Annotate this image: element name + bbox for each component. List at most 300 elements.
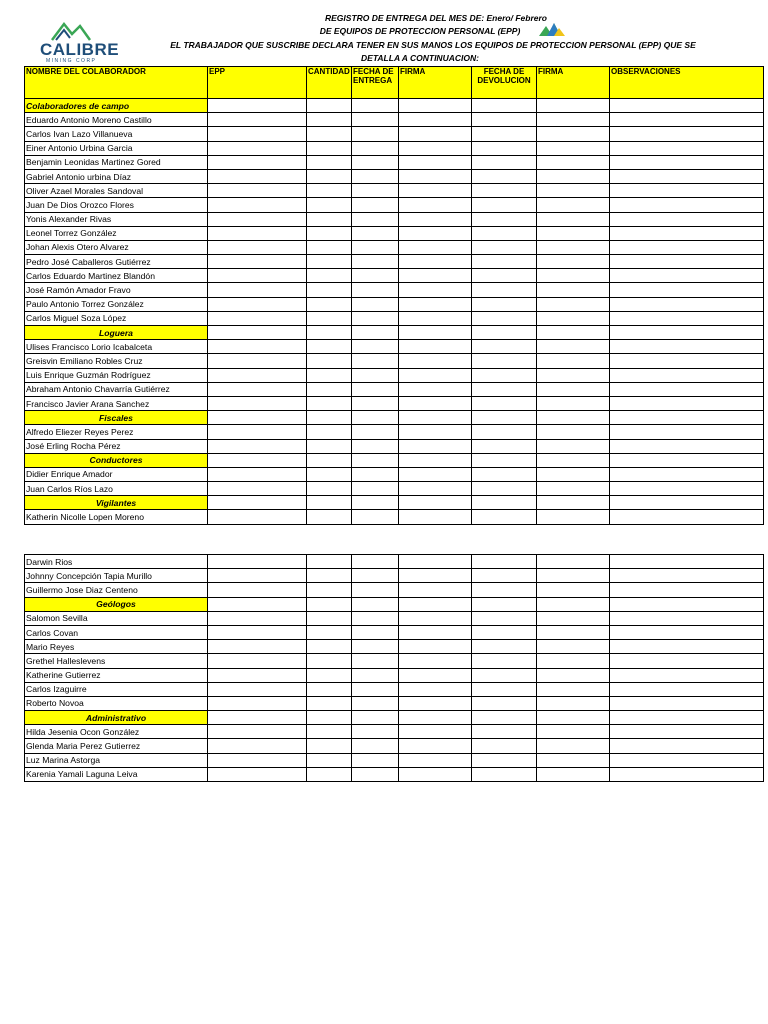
fecha-devolucion-cell[interactable] <box>472 141 537 155</box>
firma-2-cell[interactable] <box>537 767 610 781</box>
fecha-devolucion-cell[interactable] <box>472 453 537 467</box>
firma-cell[interactable] <box>399 184 472 198</box>
epp-cell[interactable] <box>208 169 307 183</box>
firma-2-cell[interactable] <box>537 439 610 453</box>
fecha-entrega-cell[interactable] <box>352 496 399 510</box>
observaciones-cell[interactable] <box>610 453 764 467</box>
cantidad-cell[interactable] <box>307 625 352 639</box>
epp-cell[interactable] <box>208 226 307 240</box>
cantidad-cell[interactable] <box>307 482 352 496</box>
fecha-entrega-cell[interactable] <box>352 569 399 583</box>
fecha-devolucion-cell[interactable] <box>472 425 537 439</box>
epp-cell[interactable] <box>208 155 307 169</box>
epp-cell[interactable] <box>208 597 307 611</box>
fecha-entrega-cell[interactable] <box>352 453 399 467</box>
fecha-devolucion-cell[interactable] <box>472 297 537 311</box>
cantidad-cell[interactable] <box>307 583 352 597</box>
firma-2-cell[interactable] <box>537 368 610 382</box>
observaciones-cell[interactable] <box>610 767 764 781</box>
firma-cell[interactable] <box>399 269 472 283</box>
fecha-entrega-cell[interactable] <box>352 696 399 710</box>
firma-2-cell[interactable] <box>537 482 610 496</box>
firma-cell[interactable] <box>399 555 472 569</box>
firma-2-cell[interactable] <box>537 269 610 283</box>
firma-2-cell[interactable] <box>537 611 610 625</box>
firma-2-cell[interactable] <box>537 226 610 240</box>
observaciones-cell[interactable] <box>610 226 764 240</box>
cantidad-cell[interactable] <box>307 611 352 625</box>
firma-cell[interactable] <box>399 198 472 212</box>
firma-cell[interactable] <box>399 113 472 127</box>
cantidad-cell[interactable] <box>307 640 352 654</box>
firma-cell[interactable] <box>399 99 472 113</box>
firma-cell[interactable] <box>399 141 472 155</box>
firma-2-cell[interactable] <box>537 725 610 739</box>
observaciones-cell[interactable] <box>610 654 764 668</box>
firma-2-cell[interactable] <box>537 141 610 155</box>
firma-2-cell[interactable] <box>537 668 610 682</box>
fecha-entrega-cell[interactable] <box>352 711 399 725</box>
fecha-entrega-cell[interactable] <box>352 297 399 311</box>
cantidad-cell[interactable] <box>307 739 352 753</box>
observaciones-cell[interactable] <box>610 198 764 212</box>
firma-2-cell[interactable] <box>537 155 610 169</box>
epp-cell[interactable] <box>208 439 307 453</box>
fecha-entrega-cell[interactable] <box>352 467 399 481</box>
epp-cell[interactable] <box>208 255 307 269</box>
fecha-entrega-cell[interactable] <box>352 226 399 240</box>
cantidad-cell[interactable] <box>307 496 352 510</box>
firma-cell[interactable] <box>399 467 472 481</box>
firma-cell[interactable] <box>399 711 472 725</box>
cantidad-cell[interactable] <box>307 255 352 269</box>
observaciones-cell[interactable] <box>610 725 764 739</box>
epp-cell[interactable] <box>208 753 307 767</box>
fecha-devolucion-cell[interactable] <box>472 184 537 198</box>
firma-cell[interactable] <box>399 482 472 496</box>
observaciones-cell[interactable] <box>610 354 764 368</box>
observaciones-cell[interactable] <box>610 668 764 682</box>
epp-cell[interactable] <box>208 583 307 597</box>
firma-2-cell[interactable] <box>537 496 610 510</box>
observaciones-cell[interactable] <box>610 439 764 453</box>
fecha-entrega-cell[interactable] <box>352 753 399 767</box>
fecha-entrega-cell[interactable] <box>352 555 399 569</box>
fecha-entrega-cell[interactable] <box>352 682 399 696</box>
epp-cell[interactable] <box>208 510 307 524</box>
firma-cell[interactable] <box>399 583 472 597</box>
observaciones-cell[interactable] <box>610 425 764 439</box>
firma-2-cell[interactable] <box>537 682 610 696</box>
firma-cell[interactable] <box>399 597 472 611</box>
cantidad-cell[interactable] <box>307 127 352 141</box>
fecha-devolucion-cell[interactable] <box>472 396 537 410</box>
fecha-entrega-cell[interactable] <box>352 269 399 283</box>
observaciones-cell[interactable] <box>610 411 764 425</box>
firma-cell[interactable] <box>399 625 472 639</box>
cantidad-cell[interactable] <box>307 382 352 396</box>
fecha-entrega-cell[interactable] <box>352 625 399 639</box>
fecha-devolucion-cell[interactable] <box>472 269 537 283</box>
cantidad-cell[interactable] <box>307 453 352 467</box>
fecha-entrega-cell[interactable] <box>352 184 399 198</box>
observaciones-cell[interactable] <box>610 99 764 113</box>
fecha-entrega-cell[interactable] <box>352 739 399 753</box>
firma-2-cell[interactable] <box>537 297 610 311</box>
firma-cell[interactable] <box>399 569 472 583</box>
epp-cell[interactable] <box>208 240 307 254</box>
firma-2-cell[interactable] <box>537 510 610 524</box>
observaciones-cell[interactable] <box>610 555 764 569</box>
fecha-devolucion-cell[interactable] <box>472 127 537 141</box>
fecha-entrega-cell[interactable] <box>352 354 399 368</box>
cantidad-cell[interactable] <box>307 283 352 297</box>
observaciones-cell[interactable] <box>610 396 764 410</box>
firma-cell[interactable] <box>399 297 472 311</box>
epp-cell[interactable] <box>208 99 307 113</box>
fecha-entrega-cell[interactable] <box>352 640 399 654</box>
fecha-entrega-cell[interactable] <box>352 155 399 169</box>
epp-cell[interactable] <box>208 269 307 283</box>
fecha-devolucion-cell[interactable] <box>472 583 537 597</box>
epp-cell[interactable] <box>208 654 307 668</box>
fecha-devolucion-cell[interactable] <box>472 597 537 611</box>
firma-cell[interactable] <box>399 340 472 354</box>
fecha-devolucion-cell[interactable] <box>472 711 537 725</box>
cantidad-cell[interactable] <box>307 753 352 767</box>
observaciones-cell[interactable] <box>610 340 764 354</box>
fecha-devolucion-cell[interactable] <box>472 555 537 569</box>
fecha-devolucion-cell[interactable] <box>472 113 537 127</box>
observaciones-cell[interactable] <box>610 467 764 481</box>
epp-cell[interactable] <box>208 212 307 226</box>
epp-cell[interactable] <box>208 496 307 510</box>
cantidad-cell[interactable] <box>307 269 352 283</box>
firma-2-cell[interactable] <box>537 739 610 753</box>
fecha-devolucion-cell[interactable] <box>472 99 537 113</box>
firma-2-cell[interactable] <box>537 555 610 569</box>
firma-cell[interactable] <box>399 439 472 453</box>
fecha-devolucion-cell[interactable] <box>472 753 537 767</box>
fecha-entrega-cell[interactable] <box>352 99 399 113</box>
fecha-entrega-cell[interactable] <box>352 482 399 496</box>
firma-cell[interactable] <box>399 668 472 682</box>
firma-2-cell[interactable] <box>537 311 610 325</box>
epp-cell[interactable] <box>208 767 307 781</box>
firma-cell[interactable] <box>399 425 472 439</box>
fecha-devolucion-cell[interactable] <box>472 767 537 781</box>
observaciones-cell[interactable] <box>610 611 764 625</box>
fecha-entrega-cell[interactable] <box>352 169 399 183</box>
fecha-entrega-cell[interactable] <box>352 597 399 611</box>
cantidad-cell[interactable] <box>307 696 352 710</box>
fecha-entrega-cell[interactable] <box>352 368 399 382</box>
firma-cell[interactable] <box>399 354 472 368</box>
fecha-entrega-cell[interactable] <box>352 439 399 453</box>
firma-cell[interactable] <box>399 127 472 141</box>
fecha-entrega-cell[interactable] <box>352 326 399 340</box>
firma-2-cell[interactable] <box>537 382 610 396</box>
firma-cell[interactable] <box>399 169 472 183</box>
epp-cell[interactable] <box>208 368 307 382</box>
cantidad-cell[interactable] <box>307 555 352 569</box>
fecha-entrega-cell[interactable] <box>352 611 399 625</box>
cantidad-cell[interactable] <box>307 297 352 311</box>
fecha-entrega-cell[interactable] <box>352 311 399 325</box>
fecha-devolucion-cell[interactable] <box>472 696 537 710</box>
firma-cell[interactable] <box>399 226 472 240</box>
fecha-devolucion-cell[interactable] <box>472 439 537 453</box>
epp-cell[interactable] <box>208 682 307 696</box>
cantidad-cell[interactable] <box>307 311 352 325</box>
fecha-entrega-cell[interactable] <box>352 725 399 739</box>
cantidad-cell[interactable] <box>307 340 352 354</box>
firma-cell[interactable] <box>399 496 472 510</box>
firma-2-cell[interactable] <box>537 625 610 639</box>
cantidad-cell[interactable] <box>307 326 352 340</box>
firma-2-cell[interactable] <box>537 240 610 254</box>
firma-cell[interactable] <box>399 368 472 382</box>
epp-cell[interactable] <box>208 340 307 354</box>
fecha-entrega-cell[interactable] <box>352 240 399 254</box>
cantidad-cell[interactable] <box>307 99 352 113</box>
observaciones-cell[interactable] <box>610 269 764 283</box>
epp-cell[interactable] <box>208 711 307 725</box>
firma-2-cell[interactable] <box>537 467 610 481</box>
fecha-devolucion-cell[interactable] <box>472 368 537 382</box>
cantidad-cell[interactable] <box>307 682 352 696</box>
fecha-devolucion-cell[interactable] <box>472 255 537 269</box>
fecha-devolucion-cell[interactable] <box>472 725 537 739</box>
observaciones-cell[interactable] <box>610 255 764 269</box>
fecha-entrega-cell[interactable] <box>352 212 399 226</box>
fecha-devolucion-cell[interactable] <box>472 240 537 254</box>
observaciones-cell[interactable] <box>610 141 764 155</box>
fecha-entrega-cell[interactable] <box>352 583 399 597</box>
firma-2-cell[interactable] <box>537 255 610 269</box>
cantidad-cell[interactable] <box>307 155 352 169</box>
fecha-entrega-cell[interactable] <box>352 668 399 682</box>
fecha-entrega-cell[interactable] <box>352 425 399 439</box>
fecha-devolucion-cell[interactable] <box>472 326 537 340</box>
cantidad-cell[interactable] <box>307 240 352 254</box>
fecha-entrega-cell[interactable] <box>352 283 399 297</box>
epp-cell[interactable] <box>208 113 307 127</box>
fecha-entrega-cell[interactable] <box>352 198 399 212</box>
observaciones-cell[interactable] <box>610 169 764 183</box>
cantidad-cell[interactable] <box>307 439 352 453</box>
firma-cell[interactable] <box>399 453 472 467</box>
cantidad-cell[interactable] <box>307 569 352 583</box>
cantidad-cell[interactable] <box>307 711 352 725</box>
firma-cell[interactable] <box>399 654 472 668</box>
epp-cell[interactable] <box>208 696 307 710</box>
observaciones-cell[interactable] <box>610 711 764 725</box>
epp-cell[interactable] <box>208 739 307 753</box>
cantidad-cell[interactable] <box>307 725 352 739</box>
fecha-devolucion-cell[interactable] <box>472 569 537 583</box>
epp-cell[interactable] <box>208 555 307 569</box>
fecha-devolucion-cell[interactable] <box>472 510 537 524</box>
epp-cell[interactable] <box>208 283 307 297</box>
fecha-devolucion-cell[interactable] <box>472 169 537 183</box>
firma-cell[interactable] <box>399 611 472 625</box>
epp-cell[interactable] <box>208 382 307 396</box>
fecha-devolucion-cell[interactable] <box>472 467 537 481</box>
firma-2-cell[interactable] <box>537 583 610 597</box>
fecha-entrega-cell[interactable] <box>352 654 399 668</box>
firma-2-cell[interactable] <box>537 453 610 467</box>
firma-2-cell[interactable] <box>537 340 610 354</box>
firma-cell[interactable] <box>399 396 472 410</box>
firma-cell[interactable] <box>399 411 472 425</box>
cantidad-cell[interactable] <box>307 198 352 212</box>
epp-cell[interactable] <box>208 311 307 325</box>
fecha-entrega-cell[interactable] <box>352 382 399 396</box>
firma-cell[interactable] <box>399 682 472 696</box>
firma-2-cell[interactable] <box>537 753 610 767</box>
fecha-devolucion-cell[interactable] <box>472 382 537 396</box>
epp-cell[interactable] <box>208 198 307 212</box>
fecha-entrega-cell[interactable] <box>352 767 399 781</box>
firma-2-cell[interactable] <box>537 597 610 611</box>
epp-cell[interactable] <box>208 297 307 311</box>
cantidad-cell[interactable] <box>307 767 352 781</box>
fecha-devolucion-cell[interactable] <box>472 739 537 753</box>
observaciones-cell[interactable] <box>610 753 764 767</box>
cantidad-cell[interactable] <box>307 169 352 183</box>
epp-cell[interactable] <box>208 127 307 141</box>
observaciones-cell[interactable] <box>610 597 764 611</box>
fecha-entrega-cell[interactable] <box>352 396 399 410</box>
firma-cell[interactable] <box>399 739 472 753</box>
firma-2-cell[interactable] <box>537 696 610 710</box>
cantidad-cell[interactable] <box>307 354 352 368</box>
fecha-devolucion-cell[interactable] <box>472 198 537 212</box>
observaciones-cell[interactable] <box>610 368 764 382</box>
firma-cell[interactable] <box>399 753 472 767</box>
observaciones-cell[interactable] <box>610 127 764 141</box>
fecha-devolucion-cell[interactable] <box>472 212 537 226</box>
epp-cell[interactable] <box>208 611 307 625</box>
observaciones-cell[interactable] <box>610 739 764 753</box>
firma-cell[interactable] <box>399 382 472 396</box>
epp-cell[interactable] <box>208 396 307 410</box>
observaciones-cell[interactable] <box>610 510 764 524</box>
cantidad-cell[interactable] <box>307 411 352 425</box>
fecha-entrega-cell[interactable] <box>352 113 399 127</box>
firma-2-cell[interactable] <box>537 127 610 141</box>
fecha-devolucion-cell[interactable] <box>472 496 537 510</box>
cantidad-cell[interactable] <box>307 141 352 155</box>
firma-cell[interactable] <box>399 767 472 781</box>
epp-cell[interactable] <box>208 482 307 496</box>
epp-cell[interactable] <box>208 425 307 439</box>
firma-2-cell[interactable] <box>537 640 610 654</box>
fecha-devolucion-cell[interactable] <box>472 226 537 240</box>
cantidad-cell[interactable] <box>307 212 352 226</box>
epp-cell[interactable] <box>208 625 307 639</box>
observaciones-cell[interactable] <box>610 212 764 226</box>
firma-2-cell[interactable] <box>537 711 610 725</box>
observaciones-cell[interactable] <box>610 496 764 510</box>
fecha-devolucion-cell[interactable] <box>472 654 537 668</box>
firma-cell[interactable] <box>399 311 472 325</box>
cantidad-cell[interactable] <box>307 425 352 439</box>
observaciones-cell[interactable] <box>610 184 764 198</box>
firma-cell[interactable] <box>399 283 472 297</box>
epp-cell[interactable] <box>208 141 307 155</box>
fecha-entrega-cell[interactable] <box>352 127 399 141</box>
fecha-entrega-cell[interactable] <box>352 510 399 524</box>
observaciones-cell[interactable] <box>610 696 764 710</box>
fecha-devolucion-cell[interactable] <box>472 482 537 496</box>
fecha-entrega-cell[interactable] <box>352 141 399 155</box>
firma-2-cell[interactable] <box>537 212 610 226</box>
epp-cell[interactable] <box>208 411 307 425</box>
cantidad-cell[interactable] <box>307 668 352 682</box>
observaciones-cell[interactable] <box>610 283 764 297</box>
firma-cell[interactable] <box>399 326 472 340</box>
observaciones-cell[interactable] <box>610 155 764 169</box>
firma-2-cell[interactable] <box>537 569 610 583</box>
fecha-devolucion-cell[interactable] <box>472 625 537 639</box>
observaciones-cell[interactable] <box>610 682 764 696</box>
observaciones-cell[interactable] <box>610 240 764 254</box>
observaciones-cell[interactable] <box>610 311 764 325</box>
firma-cell[interactable] <box>399 240 472 254</box>
firma-2-cell[interactable] <box>537 169 610 183</box>
cantidad-cell[interactable] <box>307 184 352 198</box>
fecha-entrega-cell[interactable] <box>352 255 399 269</box>
cantidad-cell[interactable] <box>307 467 352 481</box>
cantidad-cell[interactable] <box>307 510 352 524</box>
observaciones-cell[interactable] <box>610 640 764 654</box>
firma-2-cell[interactable] <box>537 654 610 668</box>
firma-2-cell[interactable] <box>537 184 610 198</box>
fecha-devolucion-cell[interactable] <box>472 155 537 169</box>
epp-cell[interactable] <box>208 569 307 583</box>
epp-cell[interactable] <box>208 354 307 368</box>
firma-2-cell[interactable] <box>537 283 610 297</box>
firma-2-cell[interactable] <box>537 425 610 439</box>
firma-2-cell[interactable] <box>537 99 610 113</box>
firma-cell[interactable] <box>399 696 472 710</box>
firma-2-cell[interactable] <box>537 326 610 340</box>
fecha-devolucion-cell[interactable] <box>472 668 537 682</box>
observaciones-cell[interactable] <box>610 482 764 496</box>
firma-cell[interactable] <box>399 255 472 269</box>
fecha-entrega-cell[interactable] <box>352 411 399 425</box>
firma-cell[interactable] <box>399 725 472 739</box>
firma-2-cell[interactable] <box>537 354 610 368</box>
fecha-devolucion-cell[interactable] <box>472 340 537 354</box>
observaciones-cell[interactable] <box>610 583 764 597</box>
epp-cell[interactable] <box>208 668 307 682</box>
fecha-devolucion-cell[interactable] <box>472 311 537 325</box>
observaciones-cell[interactable] <box>610 113 764 127</box>
cantidad-cell[interactable] <box>307 226 352 240</box>
firma-2-cell[interactable] <box>537 113 610 127</box>
cantidad-cell[interactable] <box>307 597 352 611</box>
fecha-devolucion-cell[interactable] <box>472 640 537 654</box>
cantidad-cell[interactable] <box>307 368 352 382</box>
cantidad-cell[interactable] <box>307 396 352 410</box>
observaciones-cell[interactable] <box>610 569 764 583</box>
fecha-devolucion-cell[interactable] <box>472 611 537 625</box>
firma-cell[interactable] <box>399 155 472 169</box>
epp-cell[interactable] <box>208 453 307 467</box>
